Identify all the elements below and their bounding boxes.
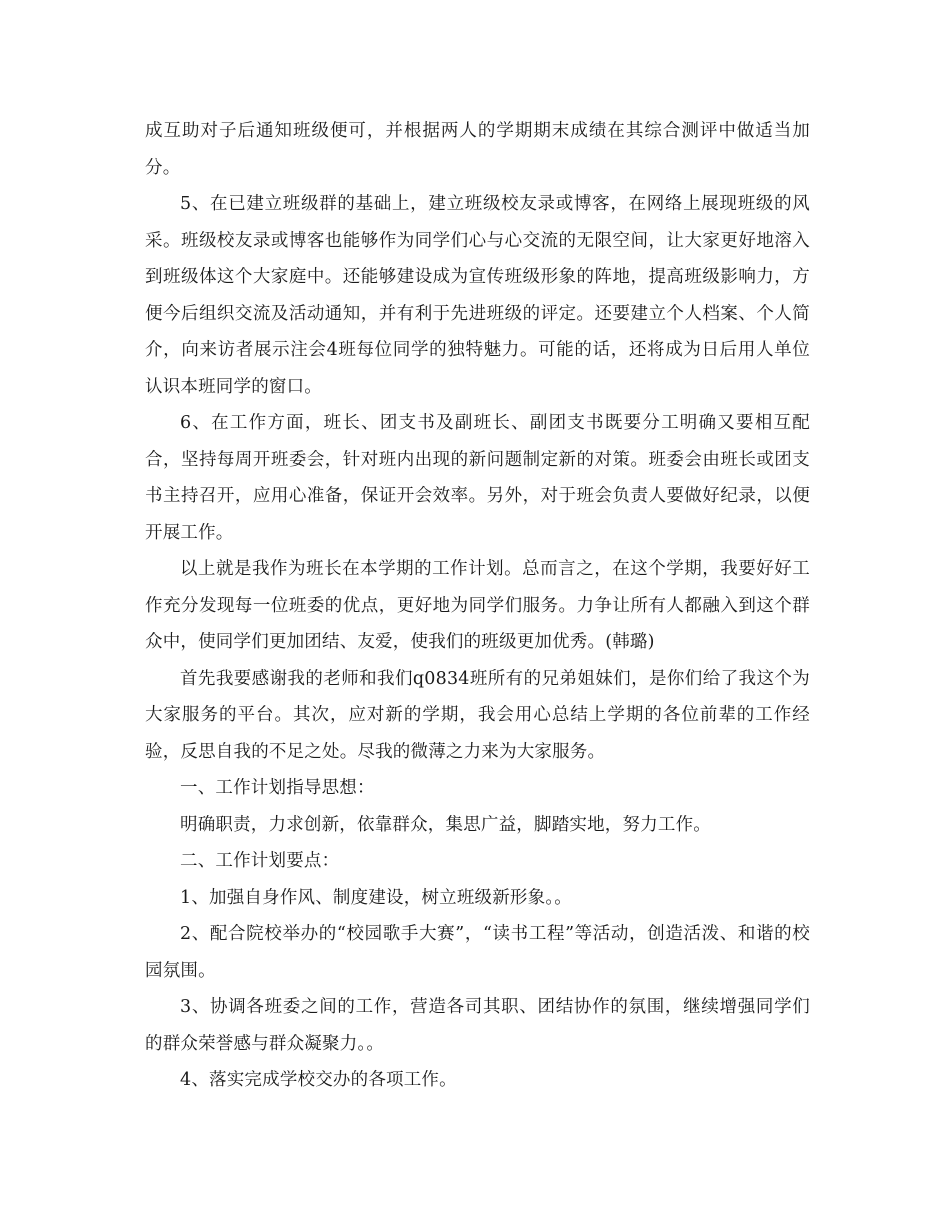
paragraph-continuation: 成互助对子后通知班级便可，并根据两人的学期期末成绩在其综合测评中做适当加分。 xyxy=(145,121,810,178)
paragraph-guiding-ideas: 明确职责，力求创新，依靠群众，集思广益，脚踏实地，努力工作。 xyxy=(180,814,711,835)
key-point-1: 1、加强自身作风、制度建设，树立班级新形象。。 xyxy=(180,887,572,908)
paragraph-thanks: 首先我要感谢我的老师和我们q0834班所有的兄弟姐妹们，是你们给了我这个为大家服务的平台。其次，应对新的学期，我会用心总结上学期的各位前辈的工作经验，反思自我的不足之处。尽我的微薄之力来为大家服务。 xyxy=(145,668,810,762)
heading-guiding-ideas: 一、工作计划指导思想： xyxy=(180,778,375,798)
key-point-4: 4、落实完成学校交办的各项工作。 xyxy=(180,1070,457,1090)
paragraph-summary: 以上就是我作为班长在本学期的工作计划。总而言之，在这个学期，我要好好工作充分发现每一位班委的优点，更好地为同学们服务。力争让所有人都融入到这个群众中，使同学们更加团结、友爱，使我们的班级更加优秀。(韩璐) xyxy=(145,559,810,652)
key-point-2: 2、配合院校举办的“校园歌手大赛”，“读书工程”等活动，创造活泼、和谐的校园氛围。 xyxy=(145,924,810,981)
document-body xyxy=(145,113,810,1099)
key-point-3: 3、协调各班委之间的工作，营造各司其职、团结协作的氛围，继续增强同学们的群众荣誉感与群众凝聚力。。 xyxy=(145,997,810,1054)
paragraph-item-5: 5、在已建立班级群的基础上，建立班级校友录或博客，在网络上展现班级的风采。班级校友录或博客也能够作为同学们心与心交流的无限空间，让大家更好地溶入到班级体这个大家庭中。还能够建设成为宣传班级形象的阵地，提高班级影响力，方便今后组织交流及活动通知，并有利于先进班级的评定。还要建立个人档案、个人简介，向来访者展示注会4班每位同学的独特魅力。可能的话，还将成为日后用人单位认识本班同学的窗口。 xyxy=(145,194,810,397)
heading-key-points: 二、工作计划要点： xyxy=(180,851,340,871)
paragraph-item-6: 6、在工作方面，班长、团支书及副班长、副团支书既要分工明确又要相互配合，坚持每周开班委会，针对班内出现的新问题制定新的对策。班委会由班长或团支书主持召开，应用心准备，保证开会效率。另外，对于班会负责人要做好纪录，以便开展工作。 xyxy=(145,413,810,543)
